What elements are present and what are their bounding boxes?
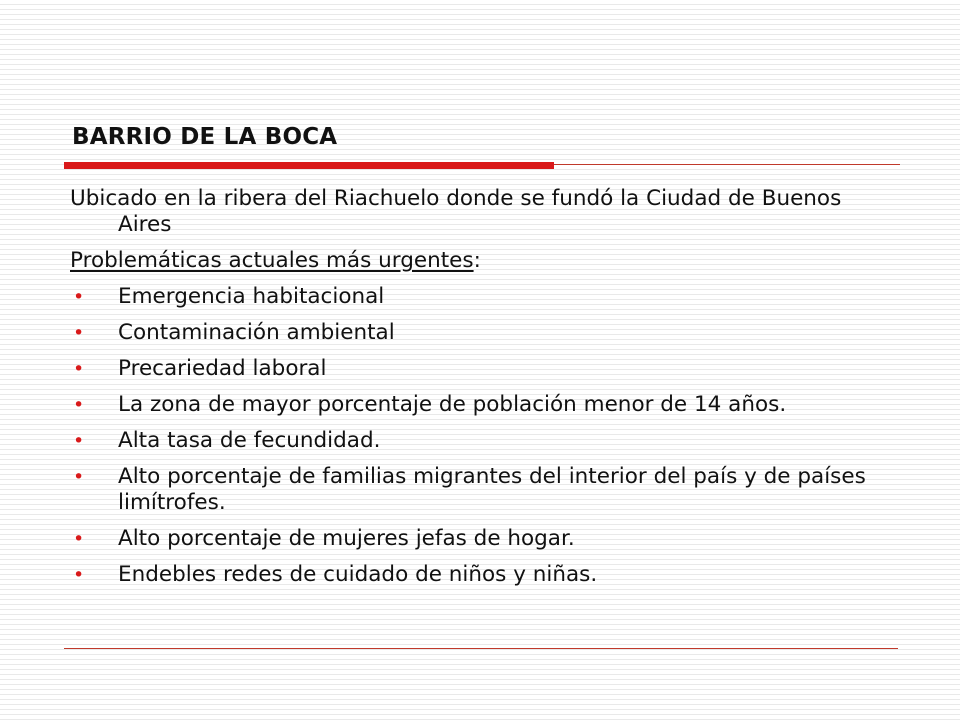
subheading-colon: : [473,248,481,273]
footer-divider [64,648,898,649]
bullet-item [70,562,900,588]
bullet-item [70,284,900,310]
bullet-dot-icon: • [73,394,85,416]
subheading-text: Problemáticas actuales más urgentes [70,248,474,273]
bullet-text: Emergencia habitacional [118,284,385,309]
bullet-dot-icon: • [73,430,85,452]
slide-body [70,186,900,598]
bullet-dot-icon: • [73,286,85,308]
bullet-text: Alta tasa de fecundidad. [118,428,381,453]
title-underline-line [554,164,900,165]
bullet-text: Alto porcentaje de familias migrantes del interior del país y de países limítrofes. [118,464,866,515]
bullet-list [70,284,900,588]
bullet-item [70,392,900,418]
title-underline-accent [64,162,554,169]
bullet-dot-icon: • [73,466,85,488]
intro-text: Ubicado en la ribera del Riachuelo donde se fundó la Ciudad de Buenos Aires [70,186,842,237]
slide-title: BARRIO DE LA BOCA [72,124,338,150]
bullet-item [70,356,900,382]
bullet-item [70,320,900,346]
bullet-text: Contaminación ambiental [118,320,395,345]
intro-paragraph [70,186,900,238]
bullet-text: La zona de mayor porcentaje de población menor de 14 años. [118,392,787,417]
bullet-item [70,526,900,552]
bullet-item [70,428,900,454]
bullet-text: Endebles redes de cuidado de niños y niñas. [118,562,598,587]
bullet-dot-icon: • [73,564,85,586]
bullet-text: Precariedad laboral [118,356,327,381]
bullet-dot-icon: • [73,358,85,380]
bullet-dot-icon: • [73,322,85,344]
bullet-text: Alto porcentaje de mujeres jefas de hogar. [118,526,575,551]
bullet-item [70,464,900,516]
bullet-dot-icon: • [73,528,85,550]
subheading-paragraph [70,248,900,274]
